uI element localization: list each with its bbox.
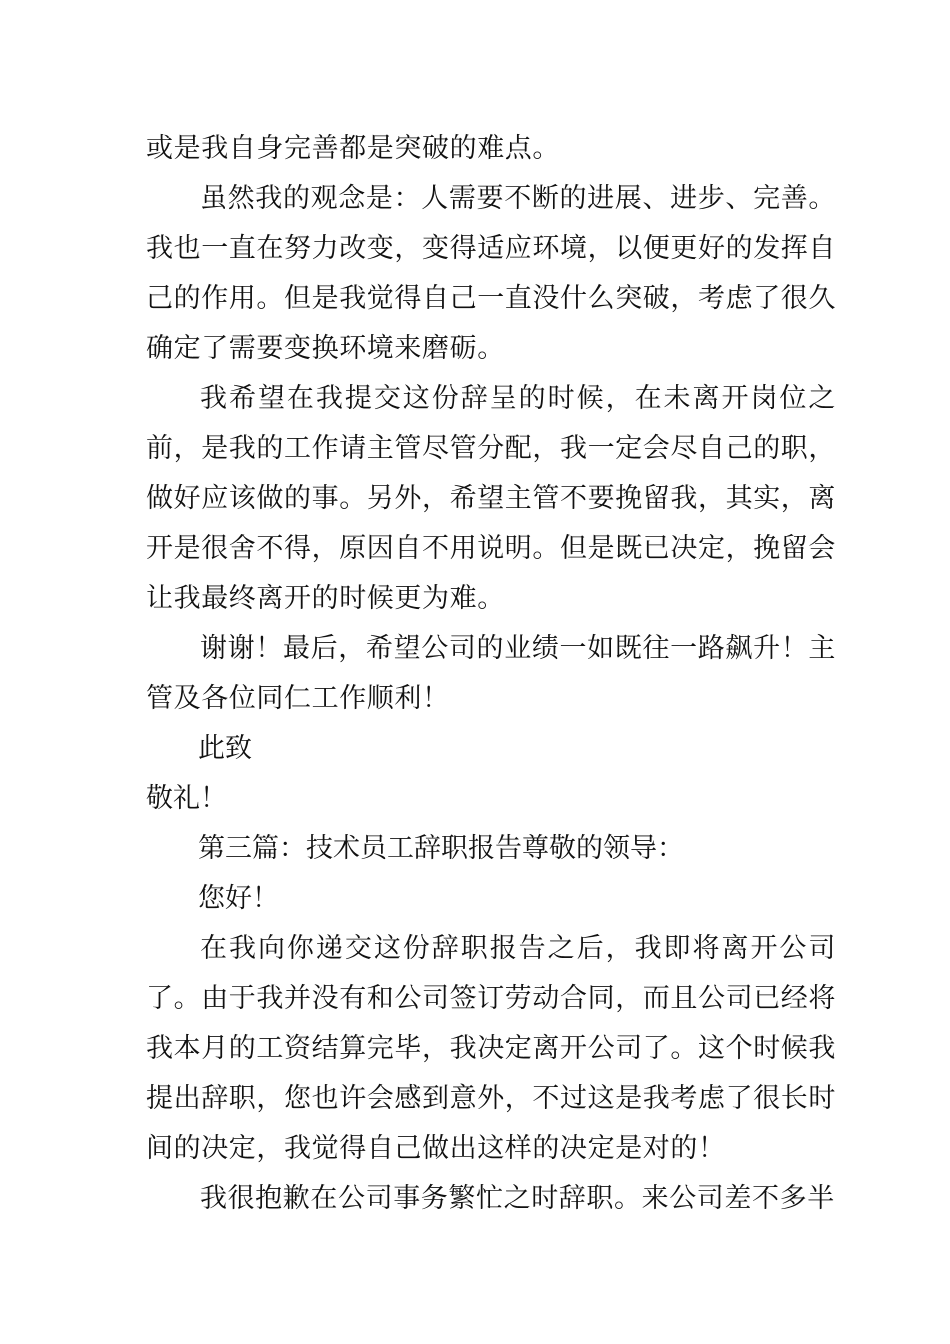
document-page	[146, 124, 836, 1224]
closing-regards: 敬礼！	[146, 783, 227, 814]
paragraph-apology: 我很抱歉在公司事务繁忙之时辞职。来公司差不多半	[200, 1183, 835, 1214]
paragraph-request: 我希望在我提交这份辞呈的时候，在未离开岗位之前，是我的工作请主管尽管分配，我一定会尽自己的职，做好应该做的事。另外，希望主管不要挽留我，其实，离开是很舍不得，原因自不用说明。但是既已决定，挽留会让我最终离开的时候更为难。	[146, 383, 836, 614]
paragraph-mindset: 虽然我的观念是：人需要不断的进展、进步、完善。我也一直在努力改变，变得适应环境，以便更好的发挥自己的作用。但是我觉得自己一直没什么突破，考虑了很久确定了需要变换环境来磨砺。	[146, 183, 836, 364]
section-heading: 第三篇：技术员工辞职报告尊敬的领导：	[198, 833, 684, 864]
paragraph-resignation: 在我向你递交这份辞职报告之后，我即将离开公司了。由于我并没有和公司签订劳动合同，而且公司已经将我本月的工资结算完毕，我决定离开公司了。这个时候我提出辞职，您也许会感到意外，不过这是我考虑了很长时间的决定，我觉得自己做出这样的决定是对的！	[146, 933, 836, 1164]
paragraph-continuation: 或是我自身完善都是突破的难点。	[146, 133, 560, 164]
greeting: 您好！	[198, 883, 279, 914]
closing-salutation: 此致	[198, 733, 252, 764]
paragraph-thanks: 谢谢！最后，希望公司的业绩一如既往一路飙升！主管及各位同仁工作顺利！	[146, 633, 836, 714]
